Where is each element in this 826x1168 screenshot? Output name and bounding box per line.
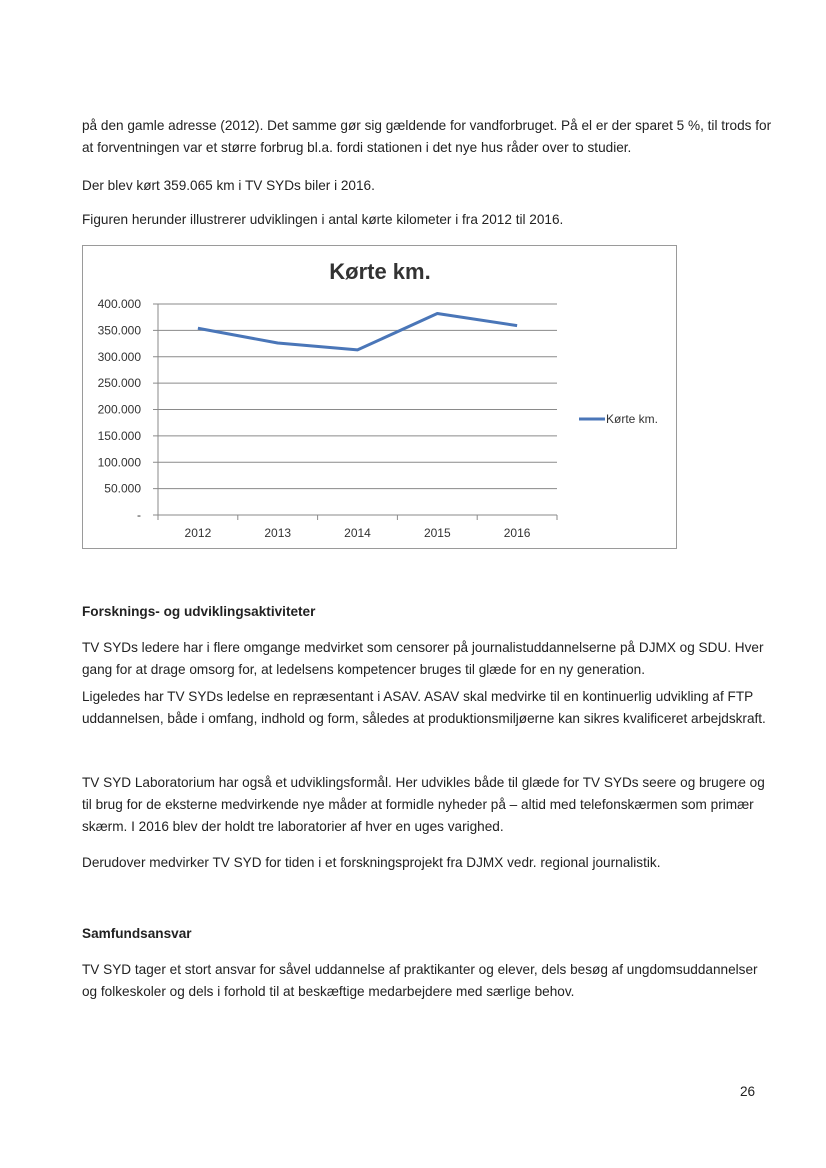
research-paragraph-1: TV SYDs ledere har i flere omgange medvirket som censorer på journalistuddannelserne på DJMX og SDU. Hver gang for at drage omsorg for, at ledelsens kompetencer bruges til glæde for en ny generation.: [82, 640, 764, 677]
page-number: 26: [740, 1084, 756, 1099]
y-tick-label: 200.000: [97, 402, 141, 417]
x-tick-label: 2016: [503, 526, 531, 540]
x-tick-label: 2015: [423, 526, 451, 540]
research-paragraph-4: Derudover medvirker TV SYD for tiden i et forskningsprojekt fra DJMX vedr. regional journalistik.: [82, 855, 661, 870]
chart-container: [82, 245, 677, 549]
y-tick-label: 250.000: [97, 376, 141, 391]
y-tick-label: 150.000: [97, 428, 141, 443]
research-paragraph-3: TV SYD Laboratorium har også et udviklingsformål. Her udvikles både til glæde for TV SYDs seere og brugere og til brug for de eksterne medvirkende nye måder at formidle nyheder på – altid med telefonskærmen som primær skærm. I 2016 blev der holdt tre laboratorier af hver en uges varighed.: [82, 775, 765, 834]
chart-legend: [579, 412, 658, 426]
y-tick-label: 350.000: [97, 323, 141, 338]
x-tick-label: 2013: [264, 526, 292, 540]
research-heading: Forsknings- og udviklingsaktiviteter: [82, 604, 316, 619]
intro-paragraph-2: Der blev kørt 359.065 km i TV SYDs biler i 2016.: [82, 178, 375, 193]
line-chart: [83, 246, 676, 548]
series-line: [198, 313, 517, 349]
y-tick-label: -: [137, 508, 141, 522]
x-tick-label: 2012: [184, 526, 212, 540]
intro-paragraph-1: på den gamle adresse (2012). Det samme gør sig gældende for vandforbruget. På el er der sparet 5 %, til trods for at forventningen var et større forbrug bl.a. fordi stationen i det nye hus råder over to studier.: [82, 118, 772, 155]
society-paragraph-1: TV SYD tager et stort ansvar for såvel uddannelse af praktikanter og elever, dels besøg af ungdomsuddannelser og folkeskoler og dels i forhold til at beskæftige medarbejdere med særlige behov.: [82, 962, 758, 999]
research-paragraph-2: Ligeledes har TV SYDs ledelse en repræsentant i ASAV. ASAV skal medvirke til en kontinuerlig udvikling af FTP uddannelsen, både i omfang, indhold og form, således at produktionsmiljøerne kan sikres kvalificeret arbejdskraft.: [82, 689, 766, 726]
intro-paragraph-3: Figuren herunder illustrerer udviklingen i antal kørte kilometer i fra 2012 til 2016.: [82, 212, 564, 227]
chart-title: Kørte km.: [329, 259, 431, 284]
legend-label: Kørte km.: [606, 412, 659, 426]
x-tick-label: 2014: [344, 526, 371, 540]
society-heading: Samfundsansvar: [82, 926, 192, 941]
y-tick-label: 300.000: [97, 349, 141, 364]
y-tick-label: 50.000: [104, 481, 141, 496]
y-tick-label: 400.000: [97, 297, 141, 311]
y-tick-label: 100.000: [97, 455, 141, 470]
